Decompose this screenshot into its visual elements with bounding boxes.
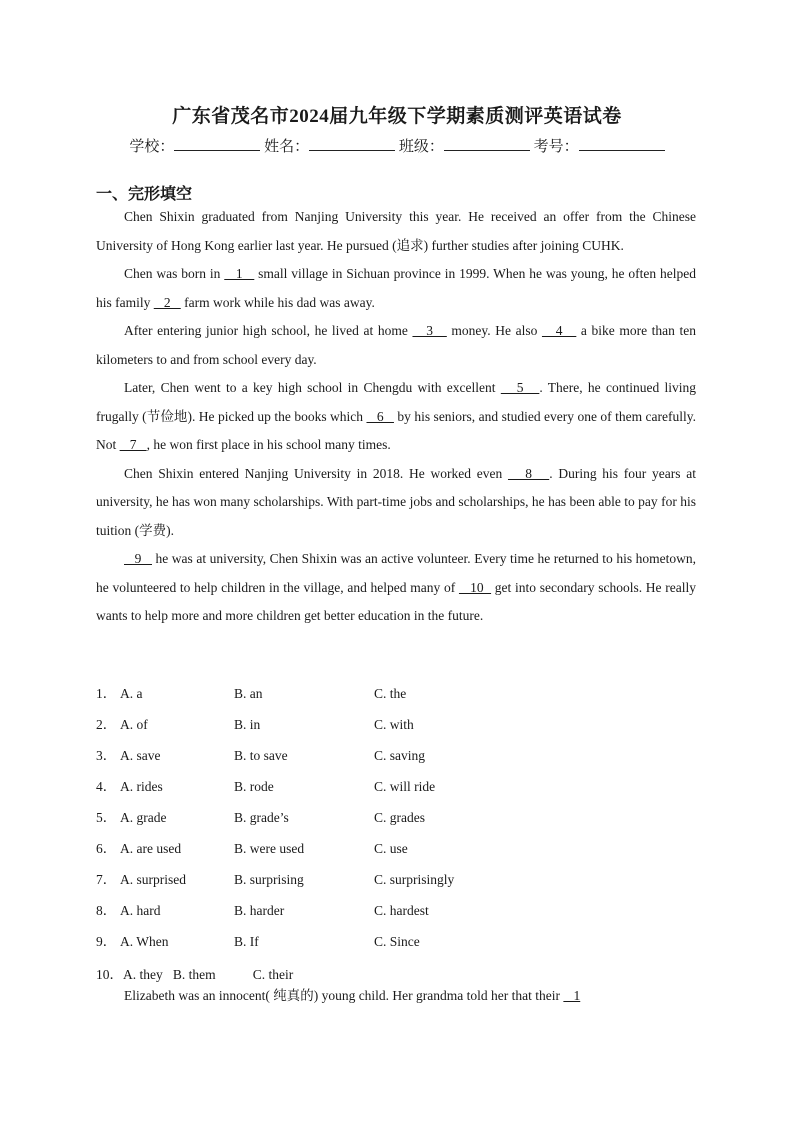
exam-title: 广东省茂名市2024届九年级下学期素质测评英语试卷 bbox=[172, 106, 622, 127]
option-row bbox=[96, 868, 696, 899]
option-row bbox=[96, 899, 696, 930]
school-blank[interactable] bbox=[174, 136, 260, 151]
blank-3: 3 bbox=[412, 323, 447, 338]
text: small village in Sichuan province in 1999. When he was young, he often helped his family bbox=[96, 266, 697, 310]
option-c: C. their bbox=[252, 967, 294, 982]
option-row bbox=[96, 806, 696, 837]
paragraph-2 bbox=[96, 260, 696, 317]
text: Later, Chen went to a key high school in Chengdu with excellent bbox=[124, 380, 501, 395]
option-b: B. surprising bbox=[234, 872, 304, 887]
text: Chen Shixin entered Nanjing University in 2018. He worked even bbox=[124, 465, 508, 481]
exam-number-label: 考号： bbox=[533, 139, 579, 155]
question-number: 6． bbox=[96, 841, 117, 856]
text: After entering junior high school, he lived at home bbox=[124, 323, 413, 338]
option-a: A. are used bbox=[120, 841, 182, 856]
exam-number-blank[interactable] bbox=[579, 136, 665, 151]
option-a: A. save bbox=[120, 748, 161, 763]
question-number: 1． bbox=[96, 686, 117, 701]
blank-10: 10 bbox=[458, 579, 492, 595]
option-row bbox=[96, 682, 696, 713]
paragraph-1: Chen Shixin graduated from Nanjing University this year. He received an offer from the Chinese University of Hong Kong earlier last year. He pursued (追求) further studies after joining CUHK. bbox=[96, 209, 696, 253]
option-row bbox=[96, 775, 696, 806]
option-a: A. hard bbox=[120, 903, 161, 918]
option-a: A. rides bbox=[120, 779, 163, 794]
question-number: 4． bbox=[96, 779, 117, 794]
option-c: C. Since bbox=[374, 934, 420, 949]
question-number: 2． bbox=[96, 717, 117, 732]
option-row bbox=[96, 837, 696, 868]
option-a: A. of bbox=[120, 717, 148, 732]
text: Elizabeth was an innocent( 纯真的) young child. Her grandma told her that their bbox=[124, 988, 564, 1003]
option-c: C. use bbox=[374, 841, 408, 856]
paragraph-3 bbox=[96, 317, 696, 374]
question-number: 9． bbox=[96, 934, 117, 949]
text: money. He also bbox=[446, 323, 542, 338]
option-a: A. a bbox=[120, 686, 143, 701]
option-c: C. will ride bbox=[374, 779, 436, 794]
text: get into secondary schools. He really wants to help more and more children get better education in the future. bbox=[96, 579, 696, 623]
text: . During his four years at university, he has won many scholarships. With part-time jobs and scholarships, he has been able to pay for his tuition (学费). bbox=[96, 465, 697, 538]
text: farm work while his dad was away. bbox=[180, 294, 375, 310]
blank-5: 5 bbox=[500, 380, 540, 395]
option-b: B. harder bbox=[234, 903, 285, 918]
question-number: 7． bbox=[96, 872, 117, 887]
text: by his seniors, and studied every one of them carefully. Not bbox=[96, 408, 697, 452]
school-label: 学校： bbox=[129, 139, 175, 155]
cloze-passage bbox=[96, 203, 696, 631]
paragraph-6 bbox=[96, 545, 696, 631]
option-b: B. in bbox=[234, 717, 261, 732]
question-number: 5． bbox=[96, 810, 117, 825]
blank-2: 2 bbox=[153, 294, 181, 310]
option-c: C. the bbox=[374, 686, 407, 701]
blank-6: 6 bbox=[366, 408, 394, 424]
option-row bbox=[96, 713, 696, 744]
paragraph-4 bbox=[96, 374, 696, 460]
option-c: C. with bbox=[374, 717, 414, 732]
option-c: C. grades bbox=[374, 810, 425, 825]
question-number: 8． bbox=[96, 903, 117, 918]
option-row bbox=[96, 744, 696, 775]
paragraph-1 bbox=[96, 982, 696, 1010]
paragraph-5 bbox=[96, 460, 696, 546]
option-b: B. an bbox=[234, 686, 263, 701]
name-blank[interactable] bbox=[309, 136, 395, 151]
text: , he won first place in his school many times. bbox=[146, 437, 391, 452]
name-label: 姓名： bbox=[264, 139, 310, 155]
text: he was at university, Chen Shixin was an active volunteer. Every time he returned to his hometown, he volunteered to help children in the village, and helped many of bbox=[96, 551, 697, 595]
class-blank[interactable] bbox=[444, 136, 530, 151]
question-number: 10． bbox=[96, 967, 123, 982]
second-cloze-passage bbox=[96, 982, 696, 1010]
blank-1: 1 bbox=[563, 988, 581, 1003]
option-c: C. surprisingly bbox=[374, 872, 455, 887]
question-number: 3． bbox=[96, 748, 117, 763]
option-row bbox=[96, 930, 696, 961]
blank-4: 4 bbox=[541, 323, 577, 338]
blank-7: 7 bbox=[119, 437, 147, 452]
option-a: A. When bbox=[120, 934, 169, 949]
text: . There, he continued living frugally (节俭地). He picked up the books which bbox=[96, 380, 696, 424]
option-c: C. hardest bbox=[374, 903, 429, 918]
option-b: B. were used bbox=[234, 841, 305, 856]
option-a: A. surprised bbox=[120, 872, 186, 887]
option-b: B. grade’s bbox=[234, 810, 289, 825]
option-b: B. If bbox=[234, 934, 259, 949]
answer-options bbox=[96, 682, 696, 961]
class-label: 班级： bbox=[398, 139, 444, 155]
option-c: C. saving bbox=[374, 748, 426, 763]
text: a bike more than ten kilometers to and from school every day. bbox=[96, 323, 697, 367]
section-heading: 一、完形填空 bbox=[96, 186, 193, 203]
option-b: B. rode bbox=[234, 779, 274, 794]
option-b: B. to save bbox=[234, 748, 288, 763]
blank-8: 8 bbox=[507, 465, 550, 481]
option-a: A. they bbox=[123, 967, 163, 982]
text: Chen was born in bbox=[124, 266, 225, 281]
blank-1: 1 bbox=[224, 266, 255, 281]
option-a: A. grade bbox=[120, 810, 167, 825]
blank-9: 9 bbox=[124, 551, 152, 566]
student-info-line bbox=[0, 135, 794, 156]
option-b: B. them bbox=[172, 967, 216, 982]
